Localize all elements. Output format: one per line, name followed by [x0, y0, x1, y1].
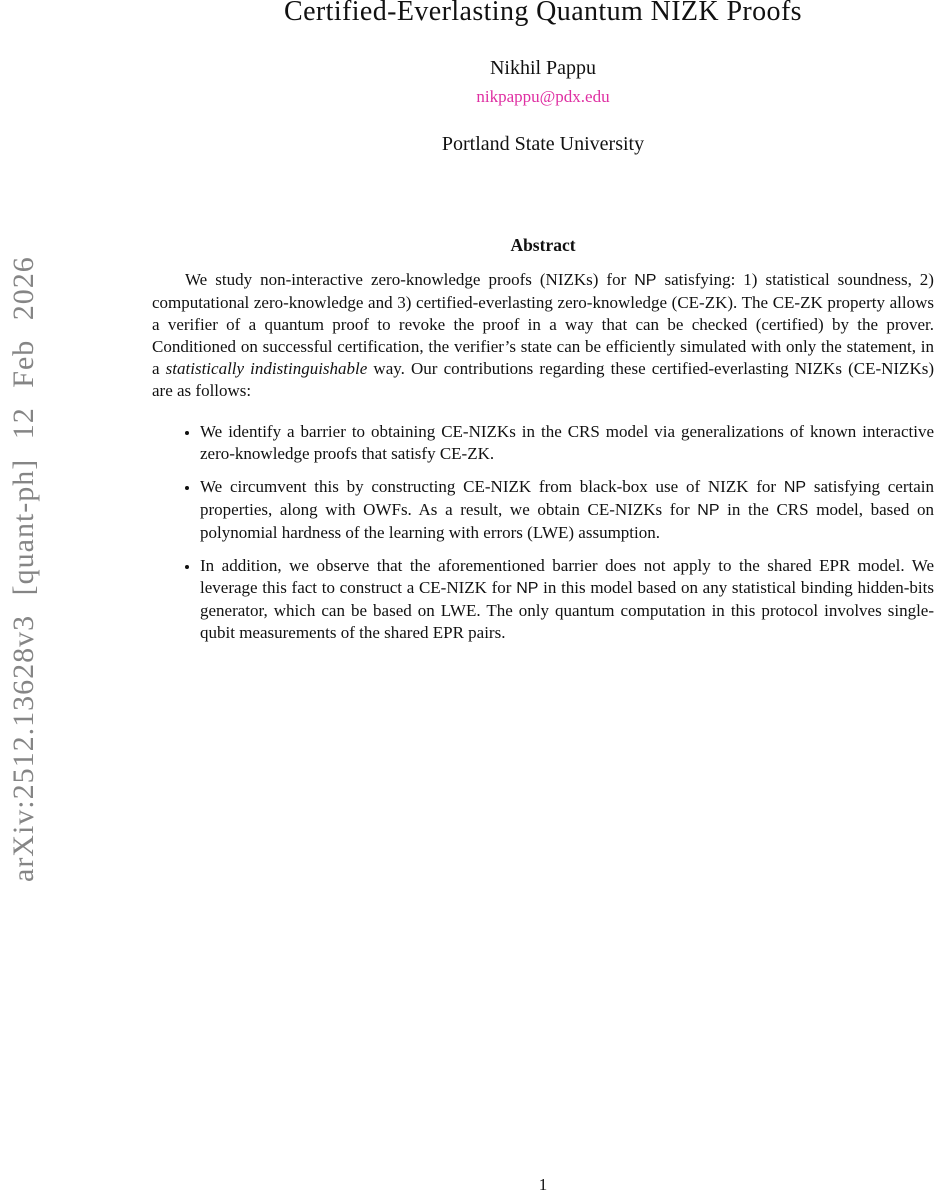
np-mathsf-text: NP	[697, 502, 720, 519]
np-mathsf-text: NP	[783, 479, 807, 496]
np-mathsf-text: NP	[634, 272, 657, 289]
bullet-text-segment: In addition, we observe that the aforementioned barrier does not apply to the shared EPR model. We leverage this fact to construct a CE-NIZK for	[200, 556, 934, 597]
arxiv-watermark: arXiv:2512.13628v3 [quant-ph] 12 Feb 2026	[7, 256, 40, 882]
bullet-text-segment: We circumvent this by constructing CE-NIZK from black-box use of NIZK for	[200, 477, 784, 496]
abstract-heading: Abstract	[510, 235, 576, 255]
author-name: Nikhil Pappu	[489, 57, 597, 79]
abstract-paragraph	[152, 269, 934, 402]
affiliation: Portland State University	[441, 133, 645, 155]
email-line	[152, 86, 934, 108]
bullet-text-segment: in this model based on any statistical binding hidden-bits generator, which can be based on LWE. The only quantum computation in this protocol involves single-qubit measurements of the shared EPR pairs.	[200, 578, 934, 642]
bullet-text-segment: We identify a barrier to obtaining CE-NIZKs in the CRS model via generalizations of known interactive zero-knowledge proofs that satisfy CE-ZK.	[200, 422, 934, 463]
emphasized-phrase: statistically indistinguishable	[165, 359, 368, 378]
np-mathsf-text: NP	[516, 580, 539, 597]
contributions-list	[152, 421, 934, 644]
email-link[interactable]: nikpappu@pdx.edu	[476, 87, 610, 106]
contribution-item	[200, 421, 934, 465]
paper-content	[152, 0, 934, 644]
abstract-text-segment: way. Our contributions regarding these certified-everlasting NIZKs (CE-NIZKs) are as follows:	[152, 359, 934, 400]
abstract-text-segment: satisfying: 1) statistical soundness, 2) computational zero-knowledge and 3) certified-everlasting zero-knowledge (CE-ZK). The CE-ZK property allows a verifier of a quantum proof to revoke the proof in a way that can be checked (certified) by the prover. Conditioned on successful certification, the verifier’s state can be efficiently simulated with only the statement, in a	[152, 270, 934, 378]
bullet-text-segment: in the CRS model, based on polynomial hardness of the learning with errors (LWE) assumption.	[200, 500, 934, 542]
bullet-text-segment: satisfying certain properties, along with OWFs. As a result, we obtain CE-NIZKs for	[200, 477, 934, 519]
page-number: 1	[538, 1175, 548, 1194]
contribution-item	[200, 476, 934, 544]
abstract-text-segment: We study non-interactive zero-knowledge proofs (NIZKs) for	[185, 270, 635, 289]
paper-title: Certified-Everlasting Quantum NIZK Proofs	[284, 0, 802, 27]
contribution-item	[200, 555, 934, 644]
